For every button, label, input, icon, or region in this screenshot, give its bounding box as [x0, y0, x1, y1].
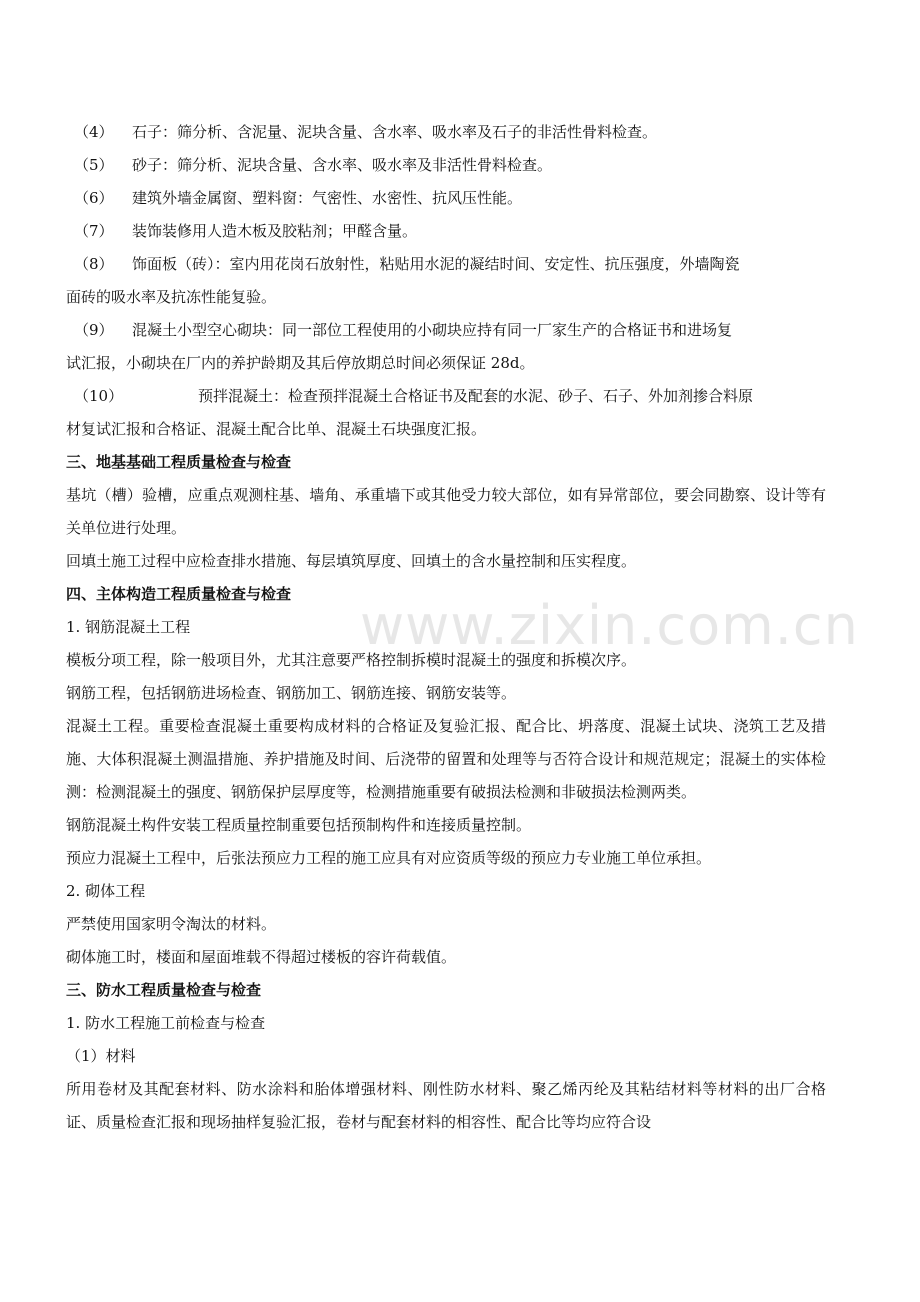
list-item [66, 182, 826, 215]
subsection-title: 2. 砌体工程 [66, 882, 146, 900]
item-number: （7） [74, 222, 114, 240]
paragraph: 严禁使用国家明令淘汰的材料。 [66, 915, 277, 933]
item-text: 石子：筛分析、含泥量、泥块含量、含水率、吸水率及石子的非活性骨料检查。 [132, 123, 658, 141]
section-heading: 三、防水工程质量检查与检查 [66, 981, 262, 999]
item-text: 建筑外墙金属窗、塑料窗：气密性、水密性、抗风压性能。 [132, 189, 523, 207]
item-number: （5） [74, 156, 114, 174]
subsection-title: 1. 防水工程施工前检查与检查 [66, 1014, 266, 1032]
paragraph: 钢筋工程，包括钢筋进场检查、钢筋加工、钢筋连接、钢筋安装等。 [66, 684, 517, 702]
list-item [66, 149, 826, 182]
list-item [66, 314, 826, 347]
item-text: 预拌混凝土：检查预拌混凝土合格证书及配套的水泥、砂子、石子、外加剂掺合料原 [198, 387, 754, 405]
paragraph: 回填土施工过程中应检查排水措施、每层填筑厚度、回填土的含水量控制和压实程度。 [66, 552, 637, 570]
list-item [66, 380, 826, 413]
item-continuation: 面砖的吸水率及抗冻性能复验。 [66, 288, 277, 306]
item-text: 混凝土小型空心砌块：同一部位工程使用的小砌块应持有同一厂家生产的合格证书和进场复 [132, 321, 733, 339]
item-text: 砂子：筛分析、泥块含量、含水率、吸水率及非活性骨料检查。 [132, 156, 553, 174]
item-number: （6） [74, 189, 114, 207]
item-text: 装饰装修用人造木板及胶粘剂；甲醛含量。 [132, 222, 418, 240]
subsection-title: （1）材料 [66, 1047, 136, 1065]
item-continuation: 材复试汇报和合格证、混凝土配合比单、混凝土石块强度汇报。 [66, 420, 487, 438]
paragraph: 模板分项工程，除一般项目外，尤其注意要严格控制拆模时混凝土的强度和拆模次序。 [66, 651, 637, 669]
item-text: 饰面板（砖）：室内用花岗石放射性，粘贴用水泥的凝结时间、安定性、抗压强度，外墙陶瓷 [132, 255, 740, 273]
list-item [66, 248, 826, 281]
list-item [66, 215, 826, 248]
list-item [66, 116, 826, 149]
paragraph: 基坑（槽）验槽，应重点观测柱基、墙角、承重墙下或其他受力较大部位，如有异常部位，要会同勘察、设计等有关单位进行处理。 [66, 486, 826, 537]
paragraph: 砌体施工时，楼面和屋面堆载不得超过楼板的容许荷载值。 [66, 948, 457, 966]
item-number: （10） [74, 387, 124, 405]
section-heading: 四、主体构造工程质量检查与检查 [66, 585, 292, 603]
paragraph: 混凝土工程。重要检查混凝土重要构成材料的合格证及复验汇报、配合比、坍落度、混凝土试块、浇筑工艺及措施、大体积混凝土测温措施、养护措施及时间、后浇带的留置和处理等与否符合设计和规范规定；混凝土的实体检测：检测混凝土的强度、钢筋保护层厚度等，检测措施重要有破损法检测和非破损法检测两类。 [66, 717, 826, 801]
item-number: （8） [74, 255, 114, 273]
document-body [66, 116, 826, 1139]
item-number: （4） [74, 123, 114, 141]
paragraph: 钢筋混凝土构件安装工程质量控制重要包括预制构件和连接质量控制。 [66, 816, 532, 834]
item-continuation: 试汇报，小砌块在厂内的养护龄期及其后停放期总时间必须保证 28d。 [66, 354, 535, 372]
section-heading: 三、地基基础工程质量检查与检查 [66, 453, 292, 471]
paragraph: 所用卷材及其配套材料、防水涂料和胎体增强材料、刚性防水材料、聚乙烯丙纶及其粘结材料等材料的出厂合格证、质量检查汇报和现场抽样复验汇报，卷材与配套材料的相容性、配合比等均应符合设 [66, 1080, 826, 1131]
paragraph: 预应力混凝土工程中，后张法预应力工程的施工应具有对应资质等级的预应力专业施工单位承担。 [66, 849, 712, 867]
watermark: www.zixin.com.cn [360, 594, 859, 657]
subsection-title: 1. 钢筋混凝土工程 [66, 618, 191, 636]
item-number: （9） [74, 321, 114, 339]
